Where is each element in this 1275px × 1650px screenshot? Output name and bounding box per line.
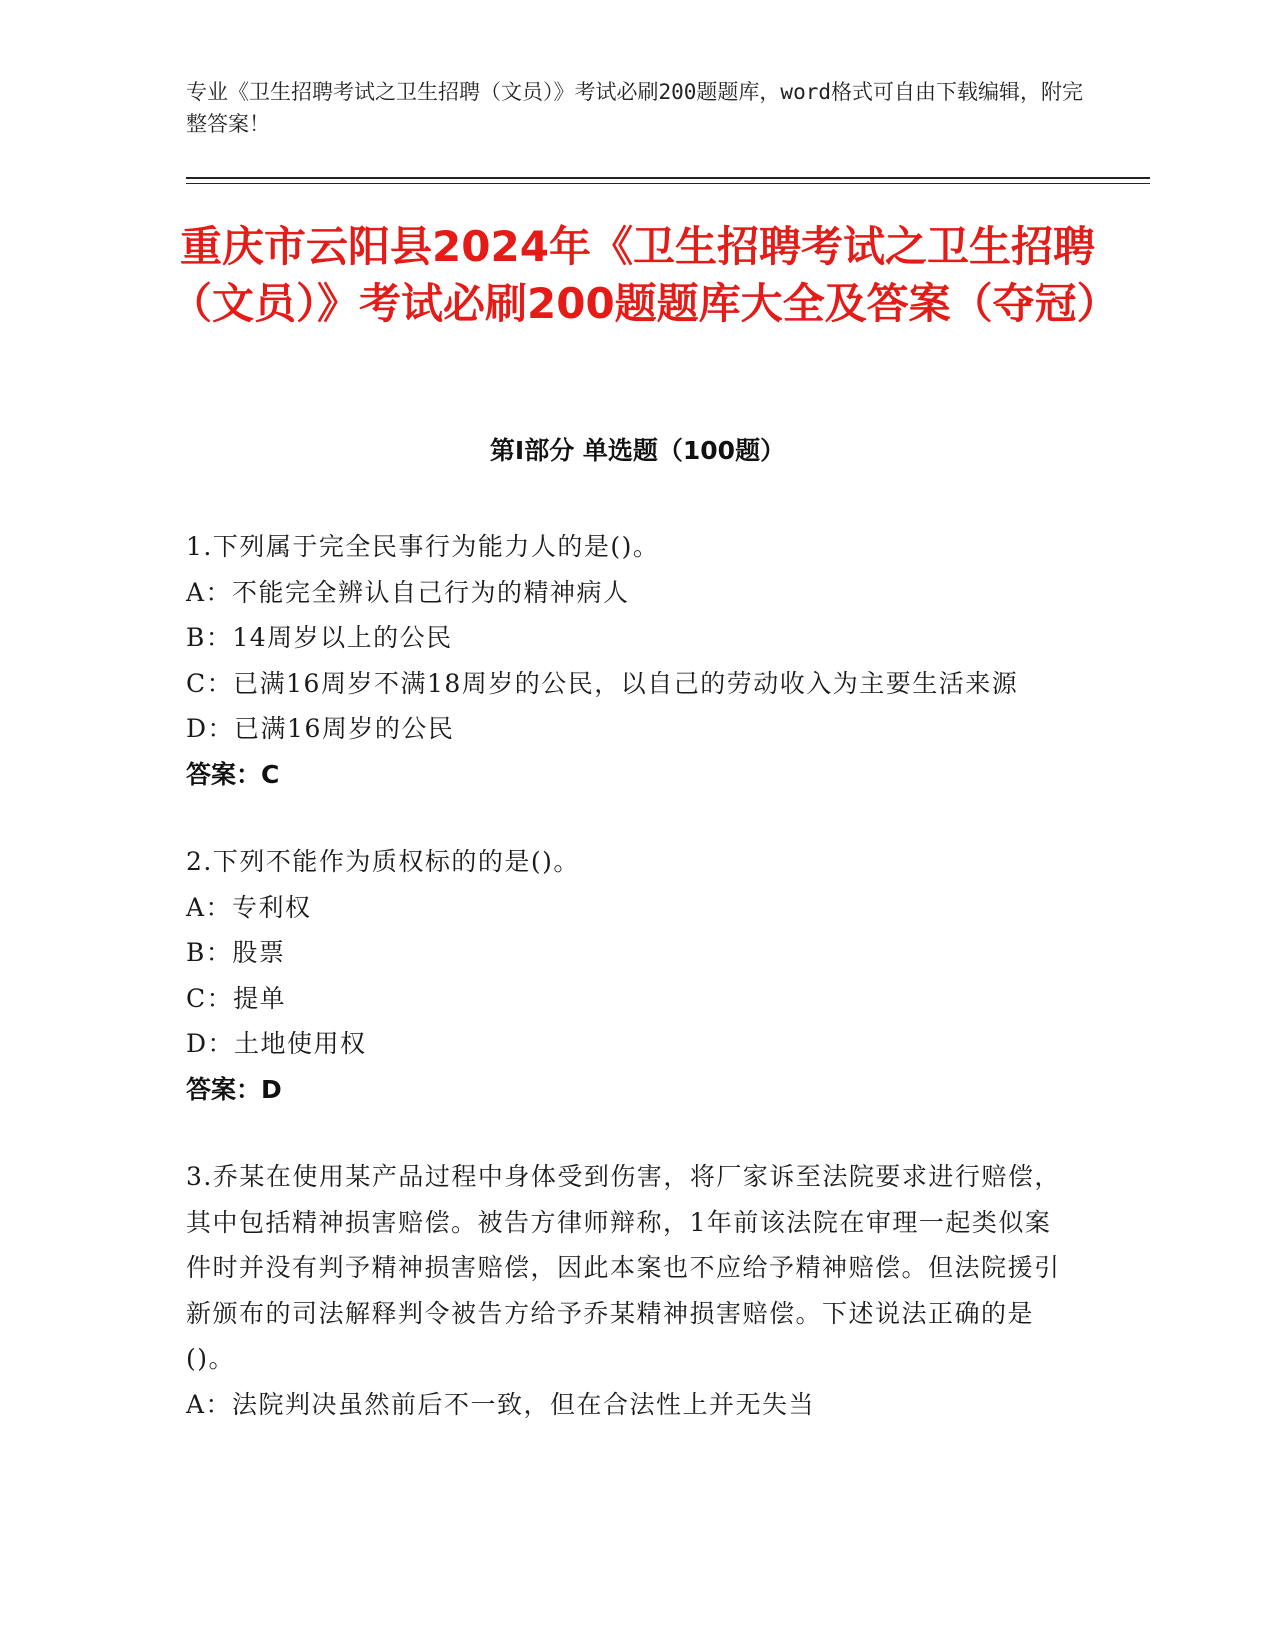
option-b: B：14周岁以上的公民 — [186, 623, 453, 652]
question-stem: 1.下列属于完全民事行为能力人的是()。 — [186, 532, 660, 561]
option-a: A：专利权 — [186, 892, 312, 922]
question-1 — [186, 524, 1076, 797]
answer-line: 答案：C — [186, 759, 280, 789]
question-2 — [186, 839, 1076, 1112]
question-stem: 3.乔某在使用某产品过程中身体受到伤害，将厂家诉至法院要求进行赔偿，其中包括精神损害赔偿。被告方律师辩称，1年前该法院在审理一起类似案件时并没有判予精神损害赔偿，因此本案也不应给予精神赔偿。但法院援引新颁布的司法解释判令被告方给予乔某精神损害赔偿。下述说法正确的是()。 — [186, 1162, 1061, 1373]
question-stem: 2.下列不能作为质权标的的是()。 — [186, 847, 580, 876]
option-a: A：不能完全辨认自己行为的精神病人 — [186, 577, 630, 607]
section-title: 第Ⅰ部分 单选题（100题） — [489, 436, 786, 465]
document-title: 重庆市云阳县2024年《卫生招聘考试之卫生招聘（文员）》考试必刷200题题库大全及答案（夺冠） — [170, 222, 1119, 328]
option-d: D：土地使用权 — [186, 1029, 367, 1058]
option-b: B：股票 — [186, 938, 286, 967]
header-divider-thick — [186, 177, 1150, 179]
option-c: C：已满16周岁不满18周岁的公民，以自己的劳动收入为主要生活来源 — [186, 668, 1019, 698]
header-note: 专业《卫生招聘考试之卫生招聘（文员）》考试必刷200题题库，word格式可自由下载编辑，附完整答案！ — [186, 80, 1083, 136]
option-d: D：已满16周岁的公民 — [186, 714, 455, 743]
header-divider-thin — [186, 183, 1150, 184]
option-a: A：法院判决虽然前后不一致，但在合法性上并无失当 — [186, 1389, 816, 1419]
answer-line: 答案：D — [186, 1074, 282, 1104]
question-list — [186, 524, 1076, 1469]
question-3 — [186, 1154, 1076, 1427]
option-c: C：提单 — [186, 983, 287, 1013]
